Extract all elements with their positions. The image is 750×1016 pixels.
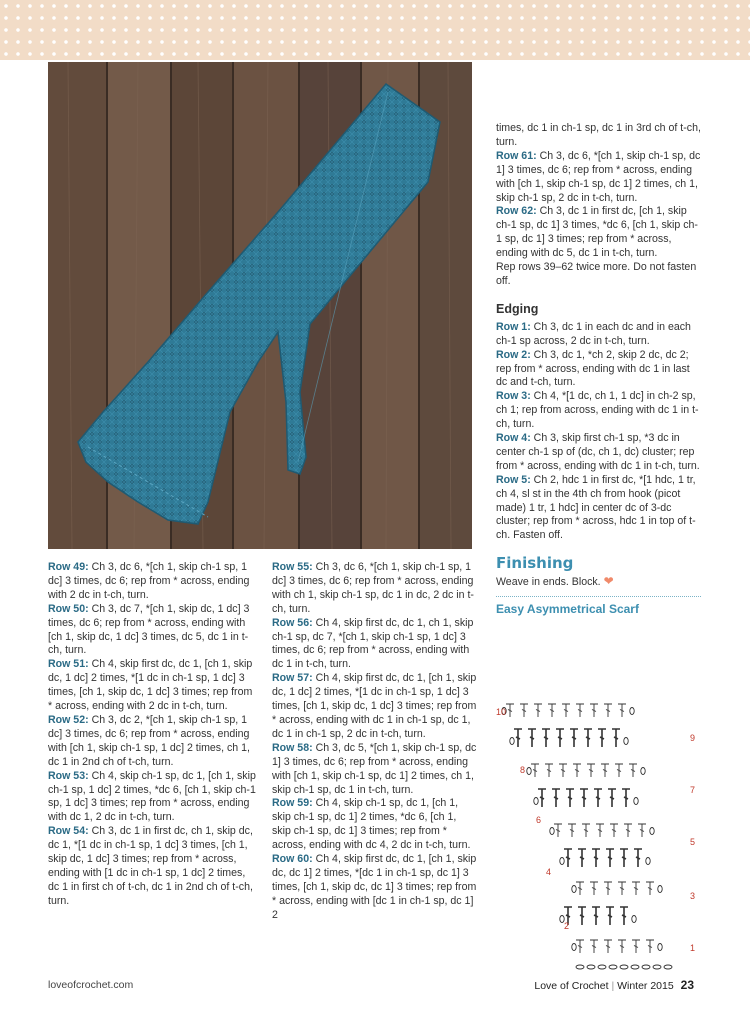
row-number-right: 1 [690, 943, 696, 953]
chain-stitch-symbol [624, 738, 628, 745]
dc-stitch-symbol [604, 882, 612, 895]
foundation-chain-symbol [664, 965, 672, 969]
foundation-chain-symbol [609, 965, 617, 969]
foundation-chain-symbol [587, 965, 595, 969]
row-number-left: 4 [546, 867, 552, 877]
edging-row-1: Row 1: Ch 3, dc 1 in each dc and in each ch-1 sp across, 2 dc in t-ch, turn. [496, 320, 691, 347]
dc-stitch-symbol [618, 882, 626, 895]
row-number-right: 3 [690, 891, 696, 901]
foundation-chain-symbol [576, 965, 584, 969]
row-61: Row 61: Ch 3, dc 6, *[ch 1, skip ch-1 sp, dc 1] 3 times, dc 6; rep from * across, ending with [ch 1, skip ch-1 sp, dc 1] 2 times, ch 1, skip ch-1 sp, 2 dc in t-ch, turn. [496, 149, 701, 204]
dc-stitch-symbol [568, 824, 576, 837]
chain-stitch-symbol [572, 886, 576, 893]
dc-stitch-symbol [562, 704, 570, 717]
dc-stitch-symbol [564, 849, 572, 867]
row-60: Row 60: Ch 4, skip first dc, dc 1, [ch 1, skip dc, dc 1] 2 times, *[dc 1 in ch-1 sp, dc 1] 3 times, [ch 1, skip dc, dc 1] 3 times; rep from * across, ending with [dc 1 in ch-1 sp, dc 1] 2 [272, 853, 477, 921]
row-number-left: 8 [520, 765, 526, 775]
dc-stitch-symbol [552, 789, 560, 807]
dc-stitch-symbol [554, 824, 562, 837]
repeat-note: Rep rows 39–62 twice more. Do not fasten off. [496, 261, 697, 287]
row-57: Row 57: Ch 4, skip first dc, dc 1, [ch 1, skip dc, 1 dc] 2 times, *[1 dc in ch-1 sp, 1 dc] 3 times, [ch 1, skip dc, 1 dc] 3 times; rep from * across, ending with dc 1 in ch-1 sp, dc 1, dc 1 in ch-1 sp, 2 dc in t-ch, turn. [272, 672, 477, 740]
dc-stitch-symbol [615, 764, 623, 777]
chain-stitch-symbol [510, 738, 514, 745]
dc-stitch-symbol [559, 764, 567, 777]
dc-stitch-symbol [646, 882, 654, 895]
row-58: Row 58: Ch 3, dc 5, *[ch 1, skip ch-1 sp, dc 1] 3 times, dc 6; rep from * across, ending with [ch 1, skip ch-1 sp, dc 1] 2 times, ch 1, skip ch-1 sp, dc 1 in t-ch, turn. [272, 741, 477, 796]
dc-stitch-symbol [542, 729, 550, 747]
row-number-left: 2 [564, 921, 570, 931]
dc-stitch-symbol [594, 789, 602, 807]
dc-stitch-symbol [590, 704, 598, 717]
dc-stitch-symbol [545, 764, 553, 777]
dc-stitch-symbol [606, 849, 614, 867]
dc-stitch-symbol [580, 789, 588, 807]
dc-stitch-symbol [601, 764, 609, 777]
edging-row-3: Row 3: Ch 4, *[1 dc, ch 1, 1 dc] in ch-2 sp, ch 1; rep from across, ending with dc 1 in t-ch, turn. [496, 390, 699, 431]
dc-stitch-symbol [576, 882, 584, 895]
dc-stitch-symbol [604, 940, 612, 953]
row-number-right: 5 [690, 837, 696, 847]
dc-stitch-symbol [520, 704, 528, 717]
foundation-chain-symbol [642, 965, 650, 969]
edging-heading: Edging [496, 301, 539, 316]
dc-stitch-symbol [598, 729, 606, 747]
dc-stitch-symbol [590, 882, 598, 895]
dc-stitch-symbol [590, 940, 598, 953]
edging-row-4: Row 4: Ch 3, skip first ch-1 sp, *3 dc in center ch-1 sp of (dc, ch 1, dc) cluster; rep from * across, ending with dc 1 in t-ch, turn. [496, 432, 700, 472]
dc-stitch-symbol [566, 789, 574, 807]
chain-stitch-symbol [527, 768, 531, 775]
dc-stitch-symbol [618, 940, 626, 953]
row-number-left: 6 [536, 815, 542, 825]
footer-site: loveofcrochet.com [48, 979, 134, 991]
chain-stitch-symbol [630, 708, 634, 715]
dc-stitch-symbol [610, 824, 618, 837]
row-50: Row 50: Ch 3, dc 7, *[ch 1, skip dc, 1 dc] 3 times, dc 6; rep from * across, ending with [ch 1, skip dc, 1 dc] 3 times, dc 5, dc 1 in t-ch, turn. [48, 602, 250, 657]
page-number: 23 [680, 978, 694, 992]
finishing-text: Weave in ends. Block. ❤ [496, 574, 614, 589]
dc-stitch-symbol [587, 764, 595, 777]
instructions-column-3 [496, 122, 701, 617]
dc-stitch-symbol [576, 940, 584, 953]
dc-stitch-symbol [618, 704, 626, 717]
edging-row-2: Row 2: Ch 3, dc 1, *ch 2, skip 2 dc, dc 2; rep from * across, ending with dc 1 in last dc and t-ch, turn. [496, 348, 690, 389]
dc-stitch-symbol [514, 729, 522, 747]
row-59: Row 59: Ch 4, skip ch-1 sp, dc 1, [ch 1, skip ch-1 sp, dc 1] 2 times, *dc 6, [ch 1, skip ch-1 sp, dc 1] 3 times; rep from * across, ending with dc 4, 2 dc in t-ch, turn. [272, 797, 471, 852]
dc-stitch-symbol [634, 849, 642, 867]
dc-stitch-symbol [556, 729, 564, 747]
dc-stitch-symbol [592, 849, 600, 867]
foundation-chain-symbol [653, 965, 661, 969]
row-number-right: 7 [690, 785, 696, 795]
dc-stitch-symbol [646, 940, 654, 953]
dc-stitch-symbol [538, 789, 546, 807]
footer-separator: | [611, 980, 615, 992]
chain-stitch-symbol [572, 944, 576, 951]
row-49: Row 49: Ch 3, dc 6, *[ch 1, skip ch-1 sp, 1 dc] 3 times, dc 6; rep from * across, ending with 2 dc in t-ch, turn. [48, 561, 250, 601]
dc-stitch-symbol [604, 704, 612, 717]
footer-issue-date: Winter 2015 [617, 980, 674, 992]
dc-stitch-symbol [576, 704, 584, 717]
dc-stitch-symbol [592, 907, 600, 925]
chain-stitch-symbol [550, 828, 554, 835]
instructions-column-2 [272, 561, 477, 923]
row-53: Row 53: Ch 4, skip ch-1 sp, dc 1, [ch 1, skip ch-1 sp, 1 dc] 2 times, *dc 6, [ch 1, skip ch-1 sp, 1 dc] 3 times; rep from * across, ending with dc 1, 2 dc in t-ch, turn. [48, 769, 256, 824]
row-54: Row 54: Ch 3, dc 1 in first dc, ch 1, skip dc, dc 1, *[1 dc in ch-1 sp, 1 dc] 3 times, [ch 1, skip dc, 1 dc] 3 times; rep from * across, ending with [1 dc in ch-1 sp, 1 dc] 2 times, dc 1 in first ch of t-ch, dc 1 in 2nd ch of t-ch, turn. [48, 825, 253, 907]
dc-stitch-symbol [528, 729, 536, 747]
chain-stitch-symbol [632, 916, 636, 923]
chain-stitch-symbol [646, 858, 650, 865]
dc-stitch-symbol [584, 729, 592, 747]
dc-stitch-symbol [606, 907, 614, 925]
row-55: Row 55: Ch 3, dc 6, *[ch 1, skip ch-1 sp, 1 dc] 3 times, dc 6; rep from * across, ending with ch 1, skip ch-1 sp, dc 1 in dc, 2 dc in t-ch, turn. [272, 561, 474, 615]
dotted-divider [496, 596, 701, 597]
dc-stitch-symbol [548, 704, 556, 717]
row-62: Row 62: Ch 3, dc 1 in first dc, [ch 1, skip ch-1 sp, dc 1] 3 times, *dc 6, [ch 1, skip ch-1 sp, dc 1] 3 times; rep from * across, ending with dc 5, dc 1 in t-ch, turn. [496, 205, 698, 260]
chain-stitch-symbol [641, 768, 645, 775]
row-number-right: 9 [690, 733, 696, 743]
dc-stitch-symbol [620, 907, 628, 925]
dc-stitch-symbol [596, 824, 604, 837]
row-51: Row 51: Ch 4, skip first dc, dc 1, [ch 1, skip dc, 1 dc] 2 times, *[1 dc in ch-1 sp, 1 dc] 3 times, [ch 1, skip dc, 1 dc] 3 times; rep from * across, ending with 2 dc in t-ch, turn. [48, 658, 253, 713]
dc-stitch-symbol [624, 824, 632, 837]
dc-stitch-symbol [638, 824, 646, 837]
chain-stitch-symbol [650, 828, 654, 835]
polka-dot-header-band [0, 0, 750, 60]
dc-stitch-symbol [570, 729, 578, 747]
edging-row-5: Row 5: Ch 2, hdc 1 in first dc, *[1 hdc, 1 tr, ch 4, sl st in the 4th ch from hook (picot made) 1 tr, 1 hdc] in center dc of 3-dc cluster; rep from * across, hdc 1 in top of t-ch. Fasten off. [496, 473, 696, 542]
dc-stitch-symbol [608, 789, 616, 807]
row-number-left: 10 [496, 707, 507, 717]
dc-stitch-symbol [573, 764, 581, 777]
chain-stitch-symbol [658, 886, 662, 893]
row-52: Row 52: Ch 3, dc 2, *[ch 1, skip ch-1 sp, 1 dc] 3 times, dc 6; rep from * across, ending with [ch 1, skip ch-1 sp, 1 dc] 2 times, ch 1, dc 1 in 2nd ch of t-ch, turn. [48, 713, 250, 768]
chain-stitch-symbol [658, 944, 662, 951]
footer-issue [534, 978, 694, 992]
dc-stitch-symbol [629, 764, 637, 777]
row-60-continuation: times, dc 1 in ch-1 sp, dc 1 in 3rd ch of t-ch, turn. [496, 122, 701, 148]
chain-stitch-symbol [534, 798, 538, 805]
dc-stitch-symbol [578, 849, 586, 867]
scarf-photo [48, 62, 472, 549]
chain-stitch-symbol [560, 858, 564, 865]
dc-stitch-symbol [622, 789, 630, 807]
foundation-chain-symbol [620, 965, 628, 969]
dc-stitch-symbol [506, 704, 514, 717]
row-56: Row 56: Ch 4, skip first dc, dc 1, ch 1, skip ch-1 sp, dc 7, *[ch 1, skip ch-1 sp, 1 dc] 3 times, dc 6; rep from * across, ending with dc 1 in t-ch, turn. [272, 616, 474, 671]
foundation-chain-symbol [598, 965, 606, 969]
dc-stitch-symbol [534, 704, 542, 717]
chart-title: Easy Asymmetrical Scarf [496, 602, 639, 617]
foundation-chain-symbol [631, 965, 639, 969]
dc-stitch-symbol [578, 907, 586, 925]
chain-stitch-symbol [634, 798, 638, 805]
dc-stitch-symbol [582, 824, 590, 837]
dc-stitch-symbol [612, 729, 620, 747]
dc-stitch-symbol [632, 940, 640, 953]
heart-icon: ❤ [603, 574, 614, 589]
dc-stitch-symbol [531, 764, 539, 777]
dc-stitch-symbol [632, 882, 640, 895]
dc-stitch-symbol [620, 849, 628, 867]
footer-magazine: Love of Crochet [534, 980, 609, 992]
instructions-column-1 [48, 561, 258, 909]
finishing-heading: Finishing [496, 554, 574, 573]
stitch-diagram [490, 695, 705, 975]
